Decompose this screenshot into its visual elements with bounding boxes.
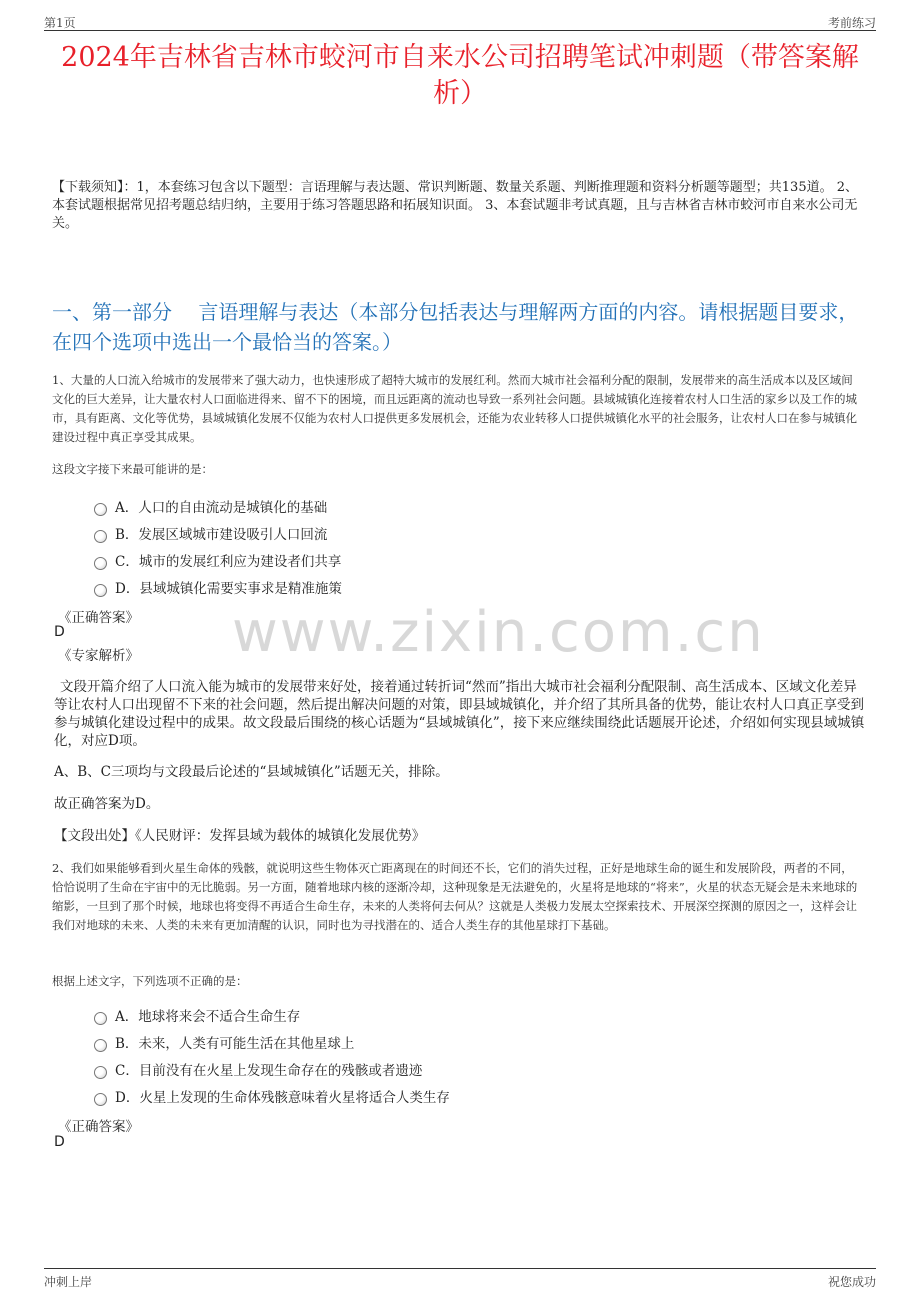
q1-analysis: 文段开篇介绍了人口流入能为城市的发展带来好处，接着通过转折词“然而”指出大城市社会福利分配限制、高生活成本、区域文化差异等让农村人口出现留不下来的社会问题，然后提出解决问题的对策，即县域城镇化，并介绍了其所具备的优势，能让农村人口真正享受到参与城镇化建设过程中的成果。故文段最后围绕的核心话题为“县域城镇化”，接下来应继续围绕此话题展开论述，介绍如何实现县域城镇化，对应D项。 (54, 679, 865, 749)
radio-icon[interactable] (94, 530, 107, 543)
question-2-text: 2、我们如果能够看到火星生命体的残骸，就说明这些生物体灭亡距离现在的时间还不长，它们的消失过程，正好是地球生命的诞生和发展阶段，两者的不同，恰恰说明了生命在宇宙中的无比脆弱。另一方面，随着地球内核的逐渐冷却，这种现象是无法避免的，火星将是地球的“将来”，火星的状态无疑会是未来地球的缩影，一旦到了那个时候，地球也将变得不再适合生命生存，未来的人类将何去何从？这就是人类极力发展太空探索技术、开展深空探测的原因之一，这样会让我们对地球的未来、人类的未来有更加清醒的认识，同时也为寻找潜在的、适合人类生存的其他星球打下基础。 (52, 861, 858, 932)
radio-icon[interactable] (94, 557, 107, 570)
q2-option-a[interactable] (94, 1005, 300, 1025)
option-label: B．未来，人类有可能生活在其他星球上 (115, 1036, 355, 1052)
footer-left-text: 冲刺上岸 (44, 1275, 93, 1289)
radio-icon[interactable] (94, 1093, 107, 1106)
radio-icon[interactable] (94, 1066, 107, 1079)
q2-option-b[interactable] (94, 1032, 354, 1052)
option-label: C．城市的发展红利应为建设者们共享 (115, 554, 342, 570)
page-header (44, 12, 876, 31)
radio-icon[interactable] (94, 1012, 107, 1025)
document-title: 2024年吉林省吉林市蛟河市自来水公司招聘笔试冲刺题（带答案解析） (61, 42, 859, 109)
q1-answer: D (54, 624, 65, 640)
watermark: www.zixin.com.cn (232, 600, 765, 665)
section-title: 一、第一部分 言语理解与表达（本部分包括表达与理解两方面的内容。请根据题目要求，在四个选项中选出一个最恰当的答案。） (52, 300, 859, 354)
radio-icon[interactable] (94, 584, 107, 597)
question-1-text: 1、大量的人口流入给城市的发展带来了强大动力，也快速形成了超特大城市的发展红利。然而大城市社会福利分配的限制，发展带来的高生活成本以及区域间文化的巨大差异，让大量农村人口面临进得来、留不下的困境，而且远距离的流动也导致一系列社会问题。县域城镇化连接着农村人口生活的家乡以及工作的城市，具有距离、文化等优势，县域城镇化发展不仅能为农村人口提供更多发展机会，还能为农业转移人口提供城镇化水平的社会服务，让农村人口在参与城镇化建设过程中真正享受其成果。 (52, 373, 857, 444)
question-1-prompt: 这段文字接下来最可能讲的是： (52, 462, 213, 476)
q1-option-d[interactable] (94, 577, 342, 597)
option-label: B．发展区域城市建设吸引人口回流 (115, 527, 328, 543)
q1-option-c[interactable] (94, 550, 341, 570)
option-label: A．人口的自由流动是城镇化的基础 (115, 500, 328, 516)
page-number: 第1页 (44, 16, 76, 30)
question-2-prompt: 根据上述文字，下列选项不正确的是： (52, 974, 248, 988)
radio-icon[interactable] (94, 503, 107, 516)
q1-conclusion: 故正确答案为D。 (54, 796, 160, 812)
q2-answer: D (54, 1134, 65, 1150)
option-label: D．县域城镇化需要实事求是精准施策 (115, 581, 342, 597)
header-tag: 考前练习 (827, 16, 876, 30)
radio-icon[interactable] (94, 1039, 107, 1052)
q1-option-b[interactable] (94, 523, 327, 543)
q1-source: 【文段出处】《人民财评：发挥县域为载体的城镇化发展优势》 (54, 828, 426, 844)
correct-answer-label: 《正确答案》 (58, 1119, 139, 1135)
option-label: C．目前没有在火星上发现生命存在的残骸或者遗迹 (115, 1063, 423, 1079)
footer-right-text: 祝您成功 (827, 1275, 876, 1289)
expert-analysis-label: 《专家解析》 (58, 648, 139, 664)
page-footer (44, 1268, 876, 1289)
option-label: D．火星上发现的生命体残骸意味着火星将适合人类生存 (115, 1090, 450, 1106)
q1-exclusion: A、B、C三项均与文段最后论述的“县域城镇化”话题无关，排除。 (54, 764, 449, 780)
q2-option-d[interactable] (94, 1086, 450, 1106)
download-notice: 【下载须知】：1，本套练习包含以下题型：言语理解与表达题、常识判断题、数量关系题、判断推理题和资料分析题等题型；共135道。 2、本套试题根据常见招考题总结归纳，主要用于练习答题思路和拓展知识面。 3、本套试题非考试真题，且与吉林省吉林市蛟河市自来水公司无关。 (52, 180, 858, 231)
q1-option-a[interactable] (94, 496, 327, 516)
option-label: A．地球将来会不适合生命生存 (115, 1009, 301, 1025)
correct-answer-label: 《正确答案》 (58, 610, 139, 626)
q2-option-c[interactable] (94, 1059, 422, 1079)
